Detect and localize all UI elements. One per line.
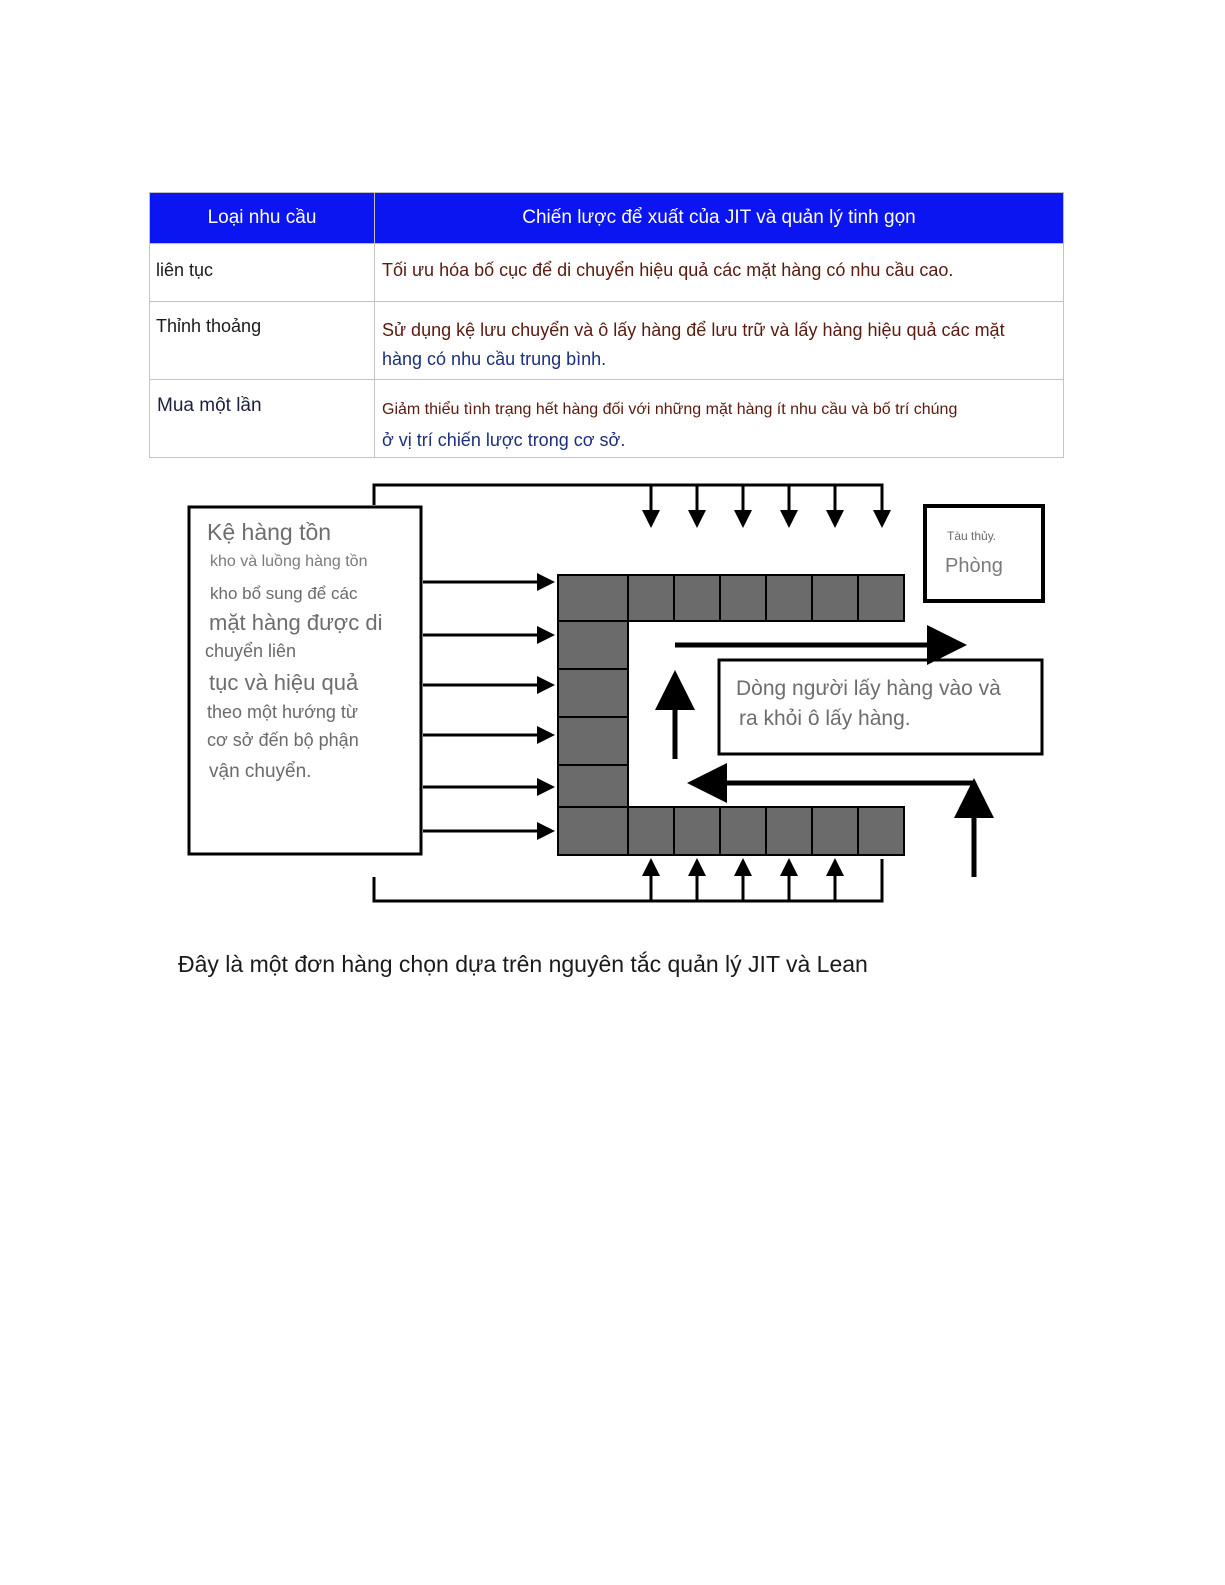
rack-description-line: theo một hướng từ (207, 702, 358, 722)
strategy-cell (375, 302, 1064, 380)
table-header-row (150, 193, 1064, 244)
picker-flow-text: Dòng người lấy hàng vào và (736, 677, 1001, 700)
rack-description-line: tục và hiệu quả (209, 670, 359, 695)
strategy-text: Giảm thiểu tình trạng hết hàng đối với những mặt hàng ít nhu cầu và bố trí chúng (382, 401, 958, 418)
table-row (150, 244, 1064, 302)
picker-flow-text-continued: ra khỏi ô lấy hàng. (739, 707, 911, 730)
rack-description-line: Kệ hàng tồn (207, 519, 332, 545)
rack-description-line: chuyển liên (205, 641, 297, 661)
rack-description-line: vận chuyển. (209, 761, 312, 782)
shipping-room-label-small: Tàu thủy. (947, 529, 997, 543)
table-row (150, 380, 1064, 458)
shipping-room-box (925, 506, 1043, 601)
bottom-feed-arrows (651, 861, 835, 901)
picking-layout-diagram (147, 467, 1065, 987)
strategy-text-continued: hàng có nhu cầu trung bình. (382, 349, 607, 369)
strategy-text: Tối ưu hóa bố cục để di chuyển hiệu quả các mặt hàng có nhu cầu cao. (382, 260, 954, 280)
rack-description-line: mặt hàng được di (209, 610, 383, 635)
rack-description-line: kho và luồng hàng tồn (210, 553, 368, 570)
shipping-room-label: Phòng (945, 555, 1003, 577)
header-strategy: Chiến lược để xuất của JIT và quản lý tinh gọn (375, 193, 1064, 244)
strategy-text-continued: ở vị trí chiến lược trong cơ sở. (382, 430, 626, 450)
rack-description-line: kho bổ sung để các (210, 584, 358, 603)
table-row (150, 302, 1064, 380)
replenishment-arrows (423, 582, 552, 831)
diagram-caption: Đây là một đơn hàng chọn dựa trên nguyên tắc quản lý JIT và Lean (178, 951, 868, 977)
bottom-feed-line (374, 859, 882, 901)
header-demand-type: Loại nhu cầu (150, 193, 375, 244)
top-feed-arrows (651, 485, 882, 525)
strategy-cell (375, 244, 1064, 302)
rack-description-line: cơ sở đến bộ phận (207, 730, 359, 750)
top-feed-line (374, 485, 882, 525)
strategy-cell (375, 380, 1064, 458)
strategy-text: Sử dụng kệ lưu chuyển và ô lấy hàng để lưu trữ và lấy hàng hiệu quả các mặt (382, 320, 1005, 340)
demand-type-cell: liên tục (150, 244, 375, 302)
demand-type-cell: Thỉnh thoảng (150, 302, 375, 380)
demand-type-cell: Mua một lần (150, 380, 375, 458)
demand-strategy-table (149, 192, 1064, 458)
